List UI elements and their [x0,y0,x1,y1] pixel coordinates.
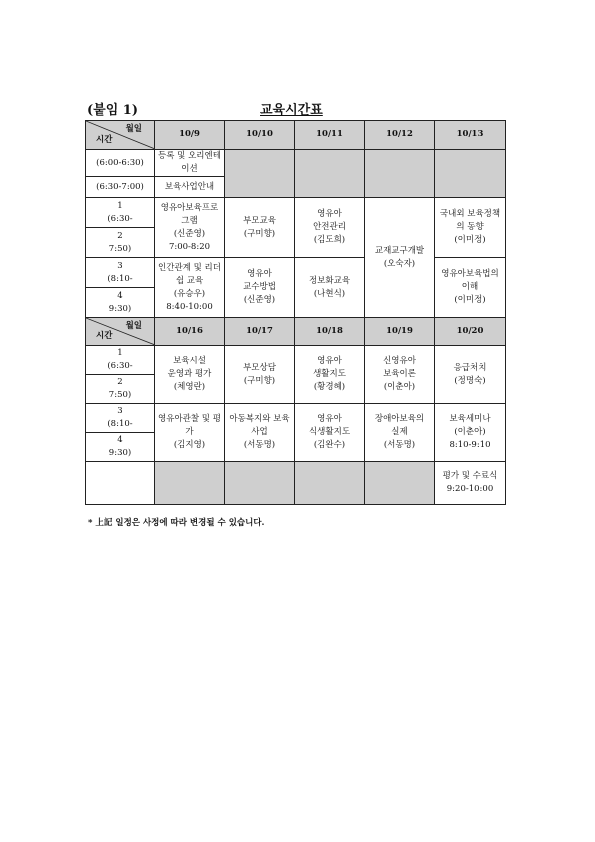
corner-day-label: 월일 [125,321,142,332]
period-cell: 1 (6:30- [86,346,155,375]
empty-cell [225,150,295,198]
table-row [86,150,506,177]
week2-header-row [86,318,506,346]
date-header: 10/17 [225,318,295,346]
session-cell: 교재교구개발 (오숙자) [365,198,435,318]
corner-time-label: 시간 [96,331,113,342]
session-cell: 신영유아 보육이론 (이춘아) [365,346,435,404]
session-cell: 영유아보육프로그램 (신준영) 7:00-8:20 [155,198,225,258]
session-cell: 보육시설 운영과 평가 (체영란) [155,346,225,404]
session-cell: 영유아 생활지도 (황경혜) [295,346,365,404]
period-cell: 2 7:50) [86,375,155,404]
date-header: 10/12 [365,121,435,150]
session-cell: 영유아관찰 및 평가 (김지영) [155,404,225,462]
schedule-table [85,120,506,505]
date-header: 10/18 [295,318,365,346]
attachment-label: (붙임 1) [87,103,138,118]
table-row [86,258,506,288]
date-header: 10/20 [435,318,506,346]
empty-cell [295,150,365,198]
time-slot: (6:00-6:30) [86,150,155,177]
session-cell: 부모상담 (구미향) [225,346,295,404]
schedule-cell: 보육사업안내 [155,177,225,198]
empty-cell [155,462,225,505]
session-cell: 정보화교육 (나현식) [295,258,365,318]
time-slot: (6:30-7:00) [86,177,155,198]
corner-cell [86,318,155,346]
page-title: 교육시간표 [260,103,323,118]
period-cell: 4 9:30) [86,433,155,462]
empty-cell [295,462,365,505]
period-cell: 3 (8:10- [86,404,155,433]
session-cell: 영유아 안전관리 (김도희) [295,198,365,258]
session-cell: 응급처치 (정명숙) [435,346,506,404]
session-cell: 영유아 식생활지도 (김완수) [295,404,365,462]
session-cell: 영유아보육법의 이해 (이미정) [435,258,506,318]
period-cell: 1 (6:30- [86,198,155,228]
session-cell: 아동복지와 보육사업 (서동명) [225,404,295,462]
session-cell: 영유아 교수방법 (신준영) [225,258,295,318]
date-header: 10/11 [295,121,365,150]
corner-cell [86,121,155,150]
table-row [86,346,506,375]
schedule-cell: 등록 및 오리엔테이션 [155,150,225,177]
session-cell: 보육세미나 (이춘아) 8:10-9:10 [435,404,506,462]
period-cell: 4 9:30) [86,288,155,318]
period-cell: 3 (8:10- [86,258,155,288]
session-cell: 부모교육 (구미향) [225,198,295,258]
week1-header-row [86,121,506,150]
session-cell: 인간관계 및 리더쉽 교육 (유승우) 8:40-10:00 [155,258,225,318]
session-cell: 국내외 보육정책의 동향 (이미정) [435,198,506,258]
empty-cell [86,462,155,505]
empty-cell [435,150,506,198]
date-header: 10/10 [225,121,295,150]
corner-day-label: 월일 [125,124,142,134]
table-row [86,198,506,228]
session-cell: 평가 및 수료식 9:20-10:00 [435,462,506,505]
footnote: * 上記 일정은 사정에 따라 변경될 수 있습니다. [88,518,265,528]
date-header: 10/9 [155,121,225,150]
date-header: 10/16 [155,318,225,346]
session-cell: 장애아보육의 실제 (서동명) [365,404,435,462]
table-row [86,404,506,433]
corner-time-label: 시간 [96,134,113,145]
empty-cell [365,462,435,505]
empty-cell [365,150,435,198]
empty-cell [225,462,295,505]
date-header: 10/13 [435,121,506,150]
table-row [86,462,506,505]
period-cell: 2 7:50) [86,228,155,258]
date-header: 10/19 [365,318,435,346]
